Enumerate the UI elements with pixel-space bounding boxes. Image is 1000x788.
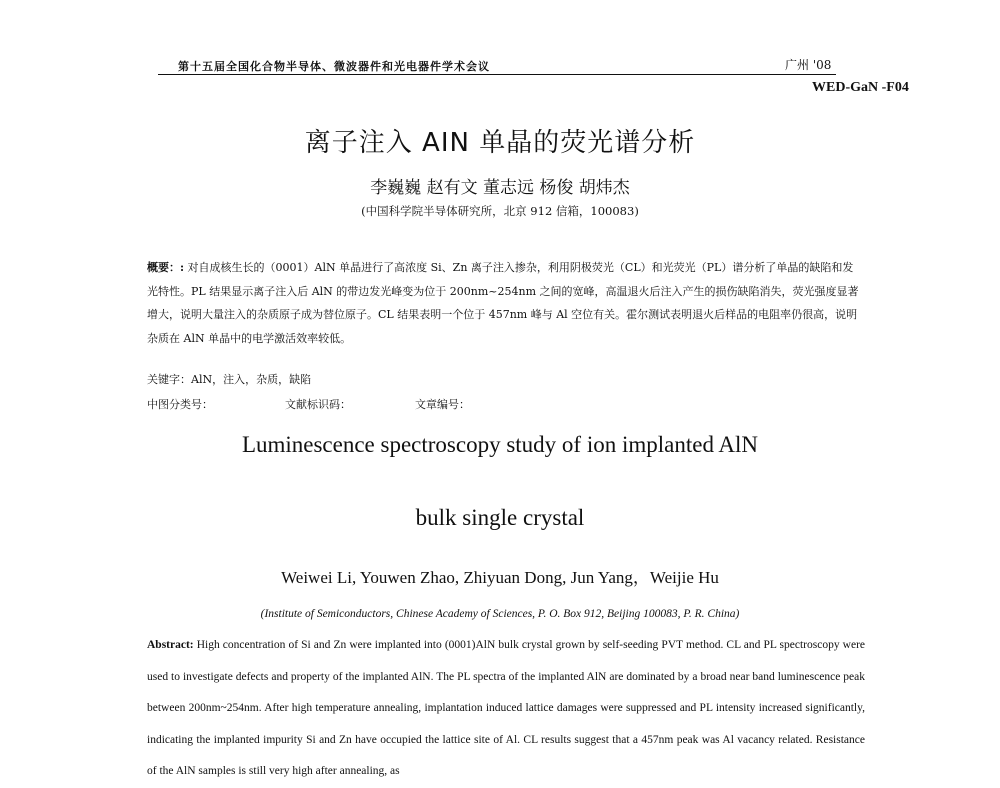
chinese-keywords: 关键字：AlN，注入，杂质，缺陷 [147,373,312,386]
chinese-abstract [147,256,862,350]
chinese-abstract-text: 对自成核生长的（0001）AlN 单晶进行了高浓度 Si、Zn 离子注入掺杂，利用阴极荧光（CL）和光荧光（PL）谱分析了单晶的缺陷和发光特性。PL 结果显示离子注入后 AlN 的带边发光峰变为位于 200nm~254nm 之间的宽峰，高温退火后注入产生的损伤缺陷消失，荧光强度显著增大，说明大量注入的杂质原子成为替位原子。CL 结果表明一个位于 457nm 峰与 Al 空位有关。霍尔测试表明退火后样品的电阻率仍很高，说明杂质在 AlN 单晶中的电学激活效率较低。 [147,261,859,345]
english-title-line-2: bulk single crystal [415,505,585,530]
document-code-label: 文献标识码： [285,398,351,411]
english-authors: Weiwei Li, Youwen Zhao, Zhiyuan Dong, Jun Yang，Weijie Hu [281,568,719,587]
location-year: 广州 '08 [785,58,832,72]
english-abstract [147,630,865,788]
conference-header: 第十五届全国化合物半导体、微波器件和光电器件学术会议 [178,60,490,73]
chinese-authors: 李巍巍 赵有文 董志远 杨俊 胡炜杰 [370,178,630,198]
header-rule [158,74,836,75]
class-number-label: 中图分类号： [147,398,213,411]
english-abstract-label: Abstract: [147,639,194,651]
chinese-title: 离子注入 AIN 单晶的荧光谱分析 [304,128,696,158]
english-title-line-1: Luminescence spectroscopy study of ion implanted AlN [241,432,759,457]
chinese-abstract-label: 概要：: [147,261,185,274]
english-affiliation: (Institute of Semiconductors, Chinese Academy of Sciences, P. O. Box 912, Beijing 100083, P. R. China) [260,608,740,620]
chinese-affiliation: (中国科学院半导体研究所，北京 912 信箱，100083) [361,204,639,218]
article-number-label: 文章编号： [415,398,470,411]
english-abstract-text: High concentration of Si and Zn were implanted into (0001)AlN bulk crystal grown by self-seeding PVT method. CL and PL spectroscopy were used to investigate defects and property of the implanted AlN. The PL spectra of the implanted AlN are dominated by a broad near band luminescence peak between 200nm~254nm. After high temperature annealing, implantation induced lattice damages were suppressed and PL intensity increased significantly, indicating the implanted impurity Si and Zn have occupied the lattice site of Al. CL results suggest that a 457nm peak was Al vacancy related. Resistance of the AlN samples is still very high after annealing, as [147,639,865,777]
paper-id: WED-GaN -F04 [812,80,909,95]
